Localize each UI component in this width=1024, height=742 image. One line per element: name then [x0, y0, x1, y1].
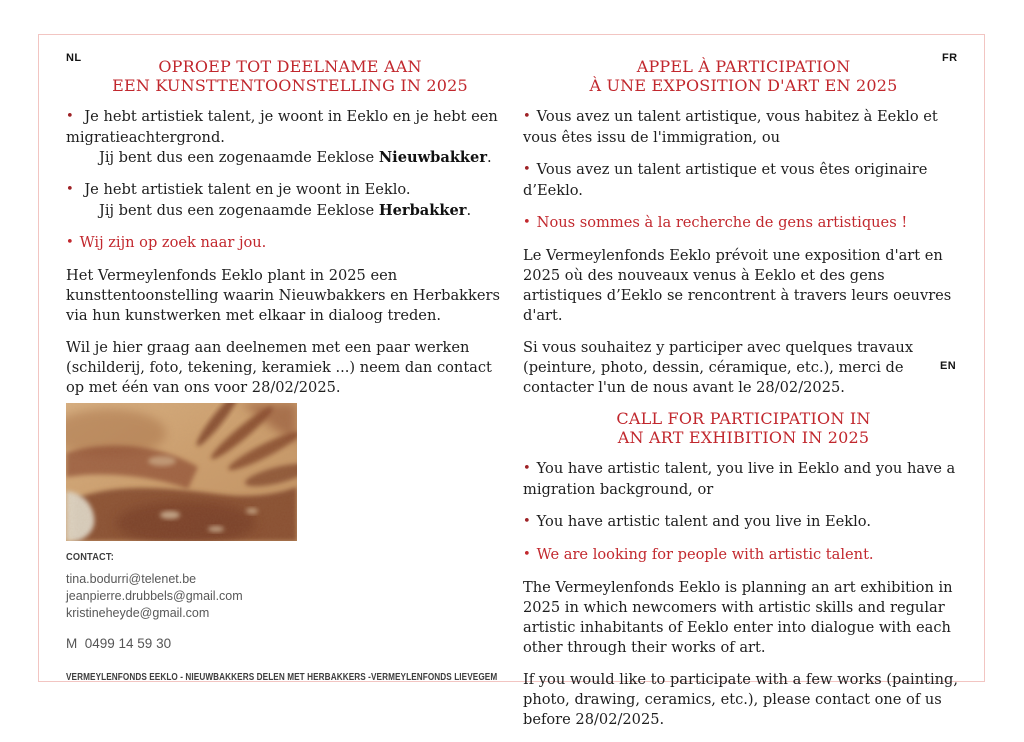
fr-bullet-3-highlight: • Nous sommes à la recherche de gens artistiques ! [523, 213, 964, 234]
nl-bullet-2-sub-pre: Jij bent dus een zogenaamde Eeklose [99, 202, 379, 219]
nl-bullet-2 [66, 180, 514, 221]
fr-title-line1: APPEL À PARTICIPATION [636, 57, 851, 76]
en-bullet-1: • You have artistic talent, you live in Eeklo and you have a migration background, or [523, 459, 964, 500]
nl-bullet-2-sub-bold: Herbakker [378, 202, 467, 219]
nl-bullet-2-text: Je hebt artistiek talent en je woont in Eeklo. [84, 181, 411, 198]
nl-section-title [66, 58, 514, 95]
en-paragraph-1: The Vermeylenfonds Eeklo is planning an art exhibition in 2025 in which newcomers with artistic skills and regular artistic inhabitants of Eeklo enter into dialogue with each other through their works of art. [523, 579, 953, 656]
fr-bullet-2: • Vous avez un talent artistique et vous êtes originaire d’Eeklo. [523, 160, 964, 201]
contact-email-1: tina.bodurri@telenet.be [66, 572, 197, 586]
language-label-nl: NL [66, 52, 82, 64]
nl-bullet-2-subline [66, 201, 514, 221]
nl-paragraph-1: Het Vermeylenfonds Eeklo plant in 2025 een kunsttentoonstelling waarin Nieuwbakkers en Herbakkers via hun kunstwerken met elkaar in dialoog treden. [66, 267, 500, 324]
contact-email-2: jeanpierre.drubbels@gmail.com [66, 589, 243, 603]
language-label-fr: FR [942, 52, 958, 64]
nl-bullet-1-text: Je hebt artistiek talent, je woont in Eeklo en je hebt een migratieachtergrond. [66, 108, 498, 146]
nl-title-line2: EEN KUNSTTENTOONSTELLING IN 2025 [112, 75, 468, 95]
hand-cave-painting-image [66, 403, 297, 541]
nl-title-line1: OPROEP TOT DEELNAME AAN [158, 57, 422, 76]
en-title-line1: CALL FOR PARTICIPATION IN [616, 409, 871, 428]
nl-bullet-1-sub-post: . [487, 149, 492, 166]
en-bullet-3-highlight: • We are looking for people with artistic talent. [523, 545, 964, 566]
contact-heading: CONTACT: [66, 551, 114, 563]
fr-bullet-1: • Vous avez un talent artistique, vous habitez à Eeklo et vous êtes issu de l'immigration, ou [523, 107, 964, 148]
fr-title-line2: À UNE EXPOSITION D'ART EN 2025 [589, 75, 898, 95]
nl-paragraph-2: Wil je hier graag aan deelnemen met een paar werken (schilderij, foto, tekening, keramiek ...) neem dan contact op met één van ons voor 28/02/2025. [66, 339, 492, 396]
fr-section-title [523, 58, 964, 95]
en-paragraph-2: If you would like to participate with a few works (painting, photo, drawing, ceramics, etc.), please contact one of us before 28/02/2025. [523, 671, 959, 728]
nl-bullet-2-sub-post: . [466, 202, 472, 219]
section-dutch [66, 48, 514, 410]
contact-block [66, 551, 592, 683]
nl-bullet-1-sub-pre: Jij bent dus een zogenaamde Eeklose [99, 149, 379, 166]
fr-paragraph-2: Si vous souhaitez y participer avec quelques travaux (peinture, photo, dessin, céramique, etc.), merci de contacter l'un de nous avant le 28/02/2025. [523, 339, 914, 396]
nl-bullet-1-sub-bold: Nieuwbakker [378, 149, 488, 166]
contact-phone: M 0499 14 59 30 [66, 636, 172, 651]
language-label-en: EN [940, 360, 957, 372]
nl-bullet-1 [66, 107, 514, 168]
en-bullet-2: • You have artistic talent and you live in Eeklo. [523, 512, 964, 533]
fr-paragraph-1: Le Vermeylenfonds Eeklo prévoit une exposition d'art en 2025 où des nouveaux venus à Eeklo et des gens artistiques d’Eeklo se rencontrent à travers leurs oeuvres d'art. [523, 247, 952, 324]
nl-bullet-3-highlight: • Wij zijn op zoek naar jou. [66, 233, 514, 254]
contact-email-3: kristineheyde@gmail.com [66, 606, 210, 620]
footer-organisation-line: VERMEYLENFONDS EEKLO - NIEUWBAKKERS DELEN MET HERBAKKERS -VERMEYLENFONDS LIEVEGEM [66, 672, 498, 683]
en-title-line2: AN ART EXHIBITION IN 2025 [617, 427, 870, 447]
en-section-title [523, 410, 964, 447]
nl-bullet-1-subline [66, 148, 514, 168]
